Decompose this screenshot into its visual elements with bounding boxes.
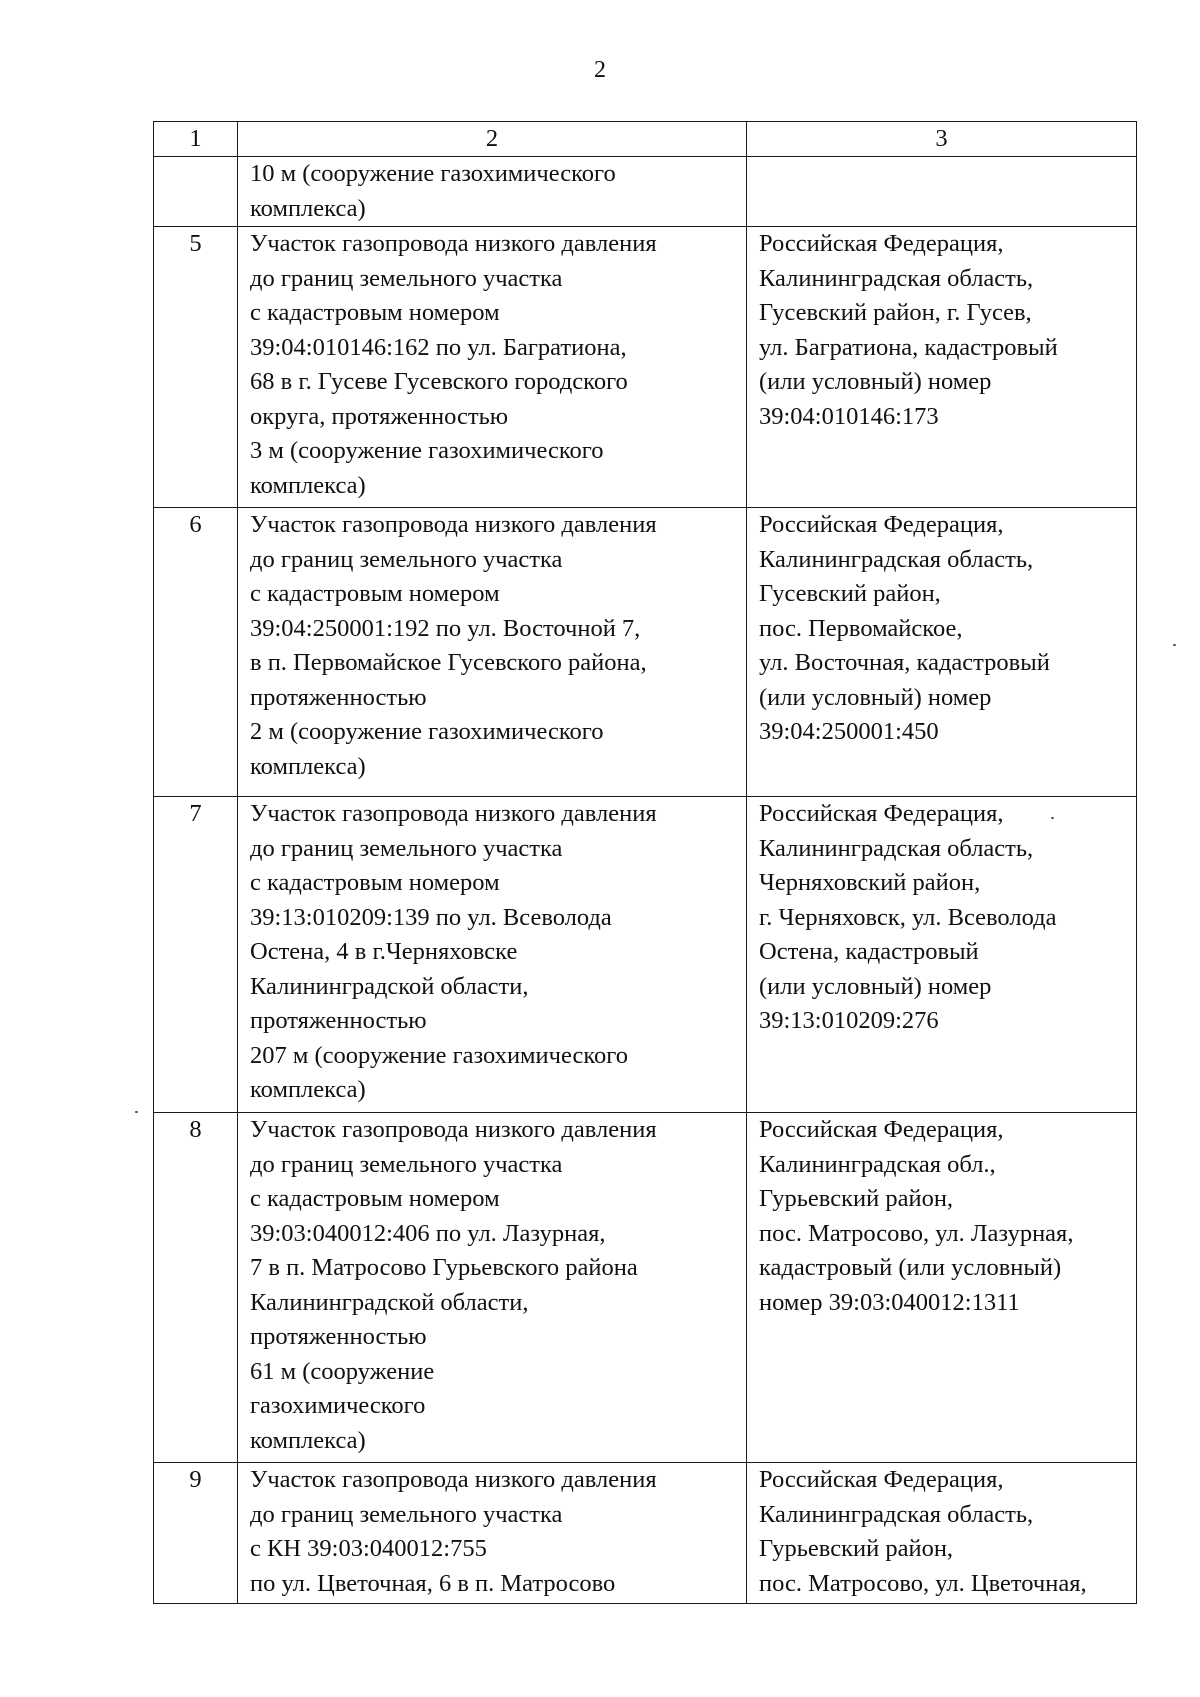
scan-speck bbox=[1051, 817, 1054, 819]
object-address: Российская Федерация, Калининградская обл., Гурьевский район, пос. Матросово, ул. Лазурная, кадастровый (или условный) номер 39:03:040012:1311 bbox=[747, 1113, 1137, 1463]
scan-speck bbox=[135, 1111, 138, 1113]
table-row bbox=[154, 508, 1137, 797]
object-description: Участок газопровода низкого давления до границ земельного участка с КН 39:03:040012:755 по ул. Цветочная, 6 в п. Матросово bbox=[238, 1463, 747, 1604]
table-row bbox=[154, 1463, 1137, 1604]
object-address: Российская Федерация, Калининградская область, Гусевский район, пос. Первомайское, ул. Восточная, кадастровый (или условный) номер 39:04:250001:450 bbox=[747, 508, 1137, 797]
page-number: 2 bbox=[594, 57, 606, 83]
row-number: 7 bbox=[154, 797, 238, 1113]
row-number: 5 bbox=[154, 227, 238, 508]
object-address bbox=[747, 157, 1137, 227]
object-address: Российская Федерация, Калининградская область, Черняховский район, г. Черняховск, ул. Всеволода Остена, кадастровый (или условный) номер 39:13:010209:276 bbox=[747, 797, 1137, 1113]
object-address: Российская Федерация, Калининградская область, Гурьевский район, пос. Матросово, ул. Цветочная, bbox=[747, 1463, 1137, 1604]
column-number-1: 1 bbox=[154, 122, 238, 157]
row-number: 6 bbox=[154, 508, 238, 797]
object-description: Участок газопровода низкого давления до границ земельного участка с кадастровым номером 39:03:040012:406 по ул. Лазурная, 7 в п. Матросово Гурьевского района Калининградской области, протяженностью 61 м (сооружение газохимического комплекса) bbox=[238, 1113, 747, 1463]
scan-speck bbox=[1173, 644, 1176, 646]
row-number: 9 bbox=[154, 1463, 238, 1604]
object-description: Участок газопровода низкого давления до границ земельного участка с кадастровым номером 39:04:010146:162 по ул. Багратиона, 68 в г. Гусеве Гусевского городского округа, протяженностью 3 м (сооружение газохимического комплекса) bbox=[238, 227, 747, 508]
table-row bbox=[154, 797, 1137, 1113]
object-address: Российская Федерация, Калининградская область, Гусевский район, г. Гусев, ул. Багратиона, кадастровый (или условный) номер 39:04:010146:173 bbox=[747, 227, 1137, 508]
object-description: Участок газопровода низкого давления до границ земельного участка с кадастровым номером 39:04:250001:192 по ул. Восточной 7, в п. Первомайское Гусевского района, протяженностью 2 м (сооружение газохимического комплекса) bbox=[238, 508, 747, 797]
table-row bbox=[154, 227, 1137, 508]
gas-pipeline-table bbox=[153, 121, 1137, 1604]
column-number-3: 3 bbox=[747, 122, 1137, 157]
table-row bbox=[154, 157, 1137, 227]
object-description: Участок газопровода низкого давления до границ земельного участка с кадастровым номером 39:13:010209:139 по ул. Всеволода Остена, 4 в г.Черняховске Калининградской области, протяженностью 207 м (сооружение газохимического комплекса) bbox=[238, 797, 747, 1113]
table-header-row bbox=[154, 122, 1137, 157]
row-number: 8 bbox=[154, 1113, 238, 1463]
column-number-2: 2 bbox=[238, 122, 747, 157]
table-row bbox=[154, 1113, 1137, 1463]
object-description: 10 м (сооружение газохимического комплекса) bbox=[238, 157, 747, 227]
row-number bbox=[154, 157, 238, 227]
